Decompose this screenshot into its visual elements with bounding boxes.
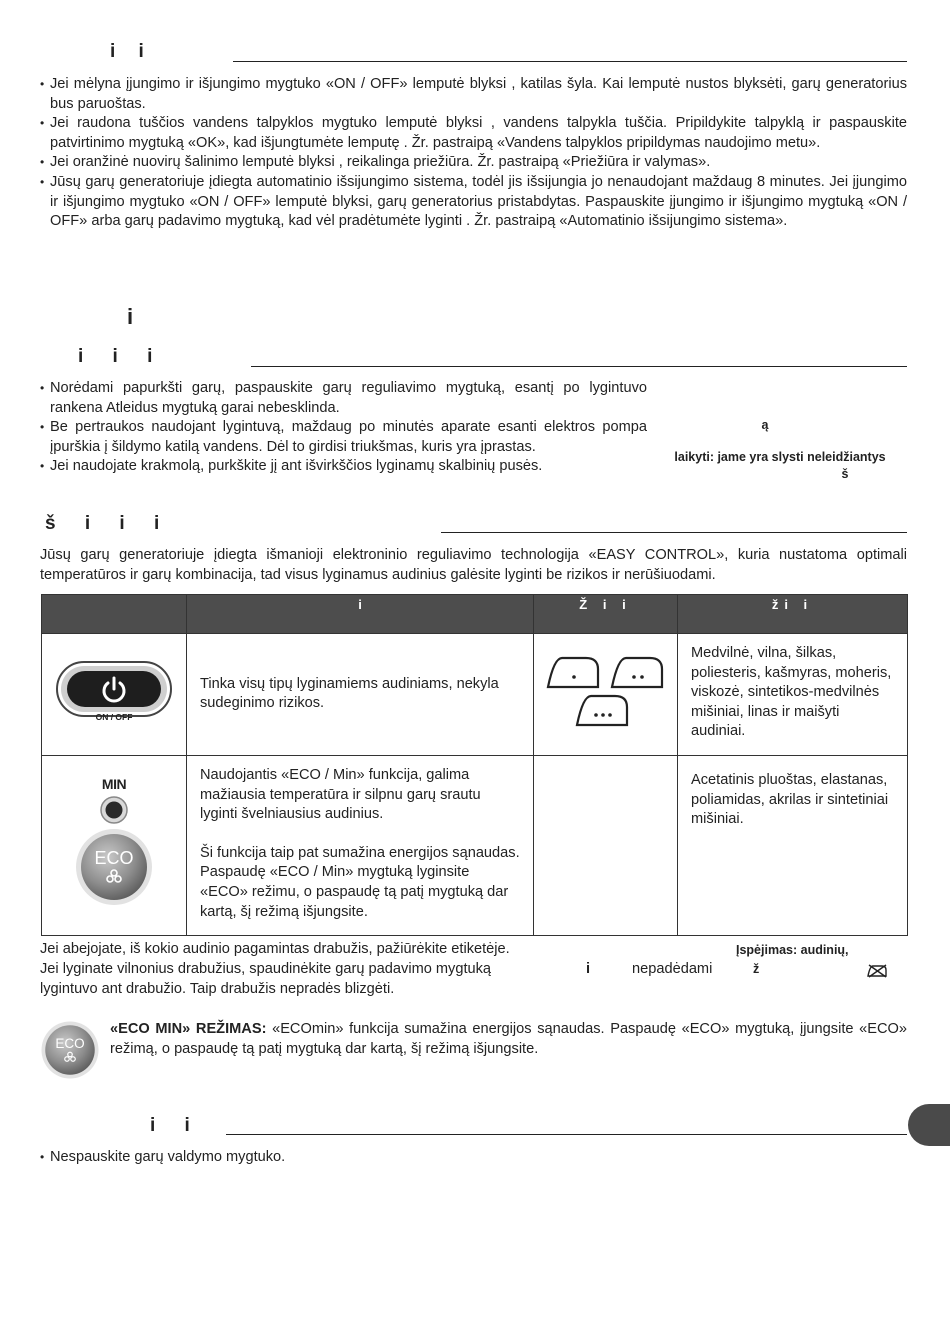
page-edge-tab [908,1104,950,1146]
section3-rule [441,532,907,533]
section1-rule [233,61,907,62]
side-note-c: š [841,467,849,481]
note-line-1: Jei abejojate, iš kokio audinio pagamintas drabužis, pažiūrėkite etiketėje. [40,941,510,957]
iron-two-dots-icon [612,658,662,687]
onoff-cell [42,634,187,756]
row2-desc-wrap [188,757,532,934]
section2-heading: i [127,304,143,329]
table-header-row [42,595,908,634]
section1-heading: i i [110,41,153,62]
list-item: • Jūsų garų generatoriuje įdiegta automatinio išsijungimo sistema, todėl jis išsijungia jo nenaudojant maždaug 8 minutes. Jei įjungimo ir išjungimo mygtuko «ON / OFF» lemputė blyksi, garų generatorius pristabdytas. Paspauskite įjungimo ir išjungimo mygtuką «ON / OFF» arba garų padavimo mygtuką, kad vėl pradėtumėte lyginti . Žr. pastraipą «Automatinio išsijungimo sistema». [40,173,907,232]
section2-rule [251,366,907,367]
table-row [42,755,908,935]
table-header: i [187,595,534,634]
side-note-a: ą [761,418,769,432]
row1-iron-cell [534,634,678,756]
min-label: MIN [101,775,127,792]
eco-mode-text: «ECOmin» funkcija sumažina energijos sąnaudas. Paspaudę «ECO» mygtuką, įjungsite «ECO» režimą, o paspaudę tą patį mygtuką dar kartą, šį režimą išjungsite. [110,1021,907,1057]
note-line-1-bold: Įspėjimas: audinių, [736,943,849,957]
section4-rule [226,1134,907,1135]
row1-desc-cell [187,634,534,756]
row2-fabrics: Acetatinis pluoštas, elastanas, poliamidas, akrilas ir sintetiniai mišiniai. [691,771,889,828]
row1-desc: Tinka visų tipų lyginamiems audiniams, nekyla sudeginimo rizikos. [200,675,499,712]
section4-heading: i i [150,1115,202,1136]
note-line-2-z: ž [753,962,760,976]
eco-min-cell [42,755,187,935]
list-item: • Jei naudojate krakmolą, purkškite jį ant išvirkščios lyginamų skalbinių pusės. [40,457,647,477]
iron-one-dot-icon [548,658,598,687]
list-item: • Nespauskite garų valdymo mygtuko. [40,1148,907,1168]
table-header: Ž i i [534,595,678,634]
note-line-2a: Jei lyginate vilnonius drabužius, spaudinėkite garų padavimo mygtuką [40,961,492,977]
on-off-button-icon [55,660,173,722]
settings-table [41,594,908,936]
list-item: • Jei mėlyna įjungimo ir išjungimo mygtuko «ON / OFF» lemputė blyksi , katilas šyla. Kai lemputė nustos blyksėti, garų generatorius bus paruoštas. [40,75,907,114]
table-header: ži i [678,595,908,634]
row1-fabrics: Medvilnė, vilna, šilkas, poliesteris, kašmyras, moheris, viskozė, sintetikos-medvilnės mišiniai, linas ir maišyti audiniai. [691,645,892,740]
side-note-b: laikyti: jame yra slysti neleidžiantys [674,450,886,464]
eco-mode-icon [40,1020,100,1080]
row2-fabrics-cell [678,755,908,935]
eco-mode-title: «ECO MIN» REŽIMAS: [110,1021,267,1037]
eco-mode-icon-label: ECO [55,1035,85,1051]
row2-desc-cell [187,755,534,935]
table-row [42,634,908,756]
eco-label: ECO [94,847,134,868]
note-line-2-i: i [586,961,591,977]
table-header [42,595,187,634]
row1-fabrics-cell [678,634,908,756]
list-item: • Be pertraukos naudojant lygintuvą, maždaug po minutės aparate esanti elektros pompa įpurškia į šildymo katilą vandens. Dėl to girdisi triukšmas, kuris yra įprastas. [40,418,647,457]
section2-list [40,379,647,477]
row2-desc2: Ši funkcija taip pat sumažina energijos sąnaudas. Paspaudę «ECO / Min» mygtuką lyginsite «ECO» režimu, o paspaudę tą patį mygtuką dar kartą, šį režimą išjungsite. [200,844,520,920]
section3-intro: Jūsų garų generatoriuje įdiegta išmanioji elektroninio reguliavimo technologija «EASY CONTROL», kuria nustatoma optimali temperatūros ir garų kombinacija, tad visus lyginamus audinius galėsite lyginti be rizikos ir nerūšiuodami. [40,547,907,583]
list-item: • Jei oranžinė nuovirų šalinimo lemputė blyksi , reikalinga priežiūra. Žr. pastraipą «Priežiūra ir valymas». [40,153,907,173]
eco-button-icon [74,827,154,907]
iron-temperature-icons [544,653,668,729]
section4-list [40,1148,907,1168]
on-off-label: ON / OFF [95,712,133,723]
section1-list [40,75,907,232]
iron-three-dots-icon [577,696,627,725]
eco-mode-paragraph [110,1020,907,1059]
section2-subheading: i i i [78,346,165,367]
row2-desc1: Naudojantis «ECO / Min» funkcija, galima mažiausia temperatūra ir silpnu garų srautu lyginti švelniausius audinius. [200,766,481,823]
min-indicator-light-icon [99,795,129,825]
list-item: • Norėdami papurkšti garų, paspauskite garų reguliavimo mygtuką, esantį po lygintuvo rankena Atleidus mygtuką garai nebesklinda. [40,379,647,418]
list-item: • Jei raudona tuščios vandens talpyklos mygtuko lemputė blyksi , vandens talpykla tuščia. Pripildykite talpyklą ir paspauskite patvirtinimo mygtuką «OK», kad išjungtumėte lemputę . Žr. pastraipą «Vandens talpyklos pripildymas naudojimo metu». [40,114,907,153]
note-line-2b: nepadėdami [632,961,713,977]
note-line-3: lygintuvo ant drabužio. Taip drabužis nepradės blizgėti. [40,981,395,997]
no-steam-symbol-icon [866,964,888,978]
section3-heading: š i i i [45,513,172,534]
row2-iron-cell [534,755,678,935]
